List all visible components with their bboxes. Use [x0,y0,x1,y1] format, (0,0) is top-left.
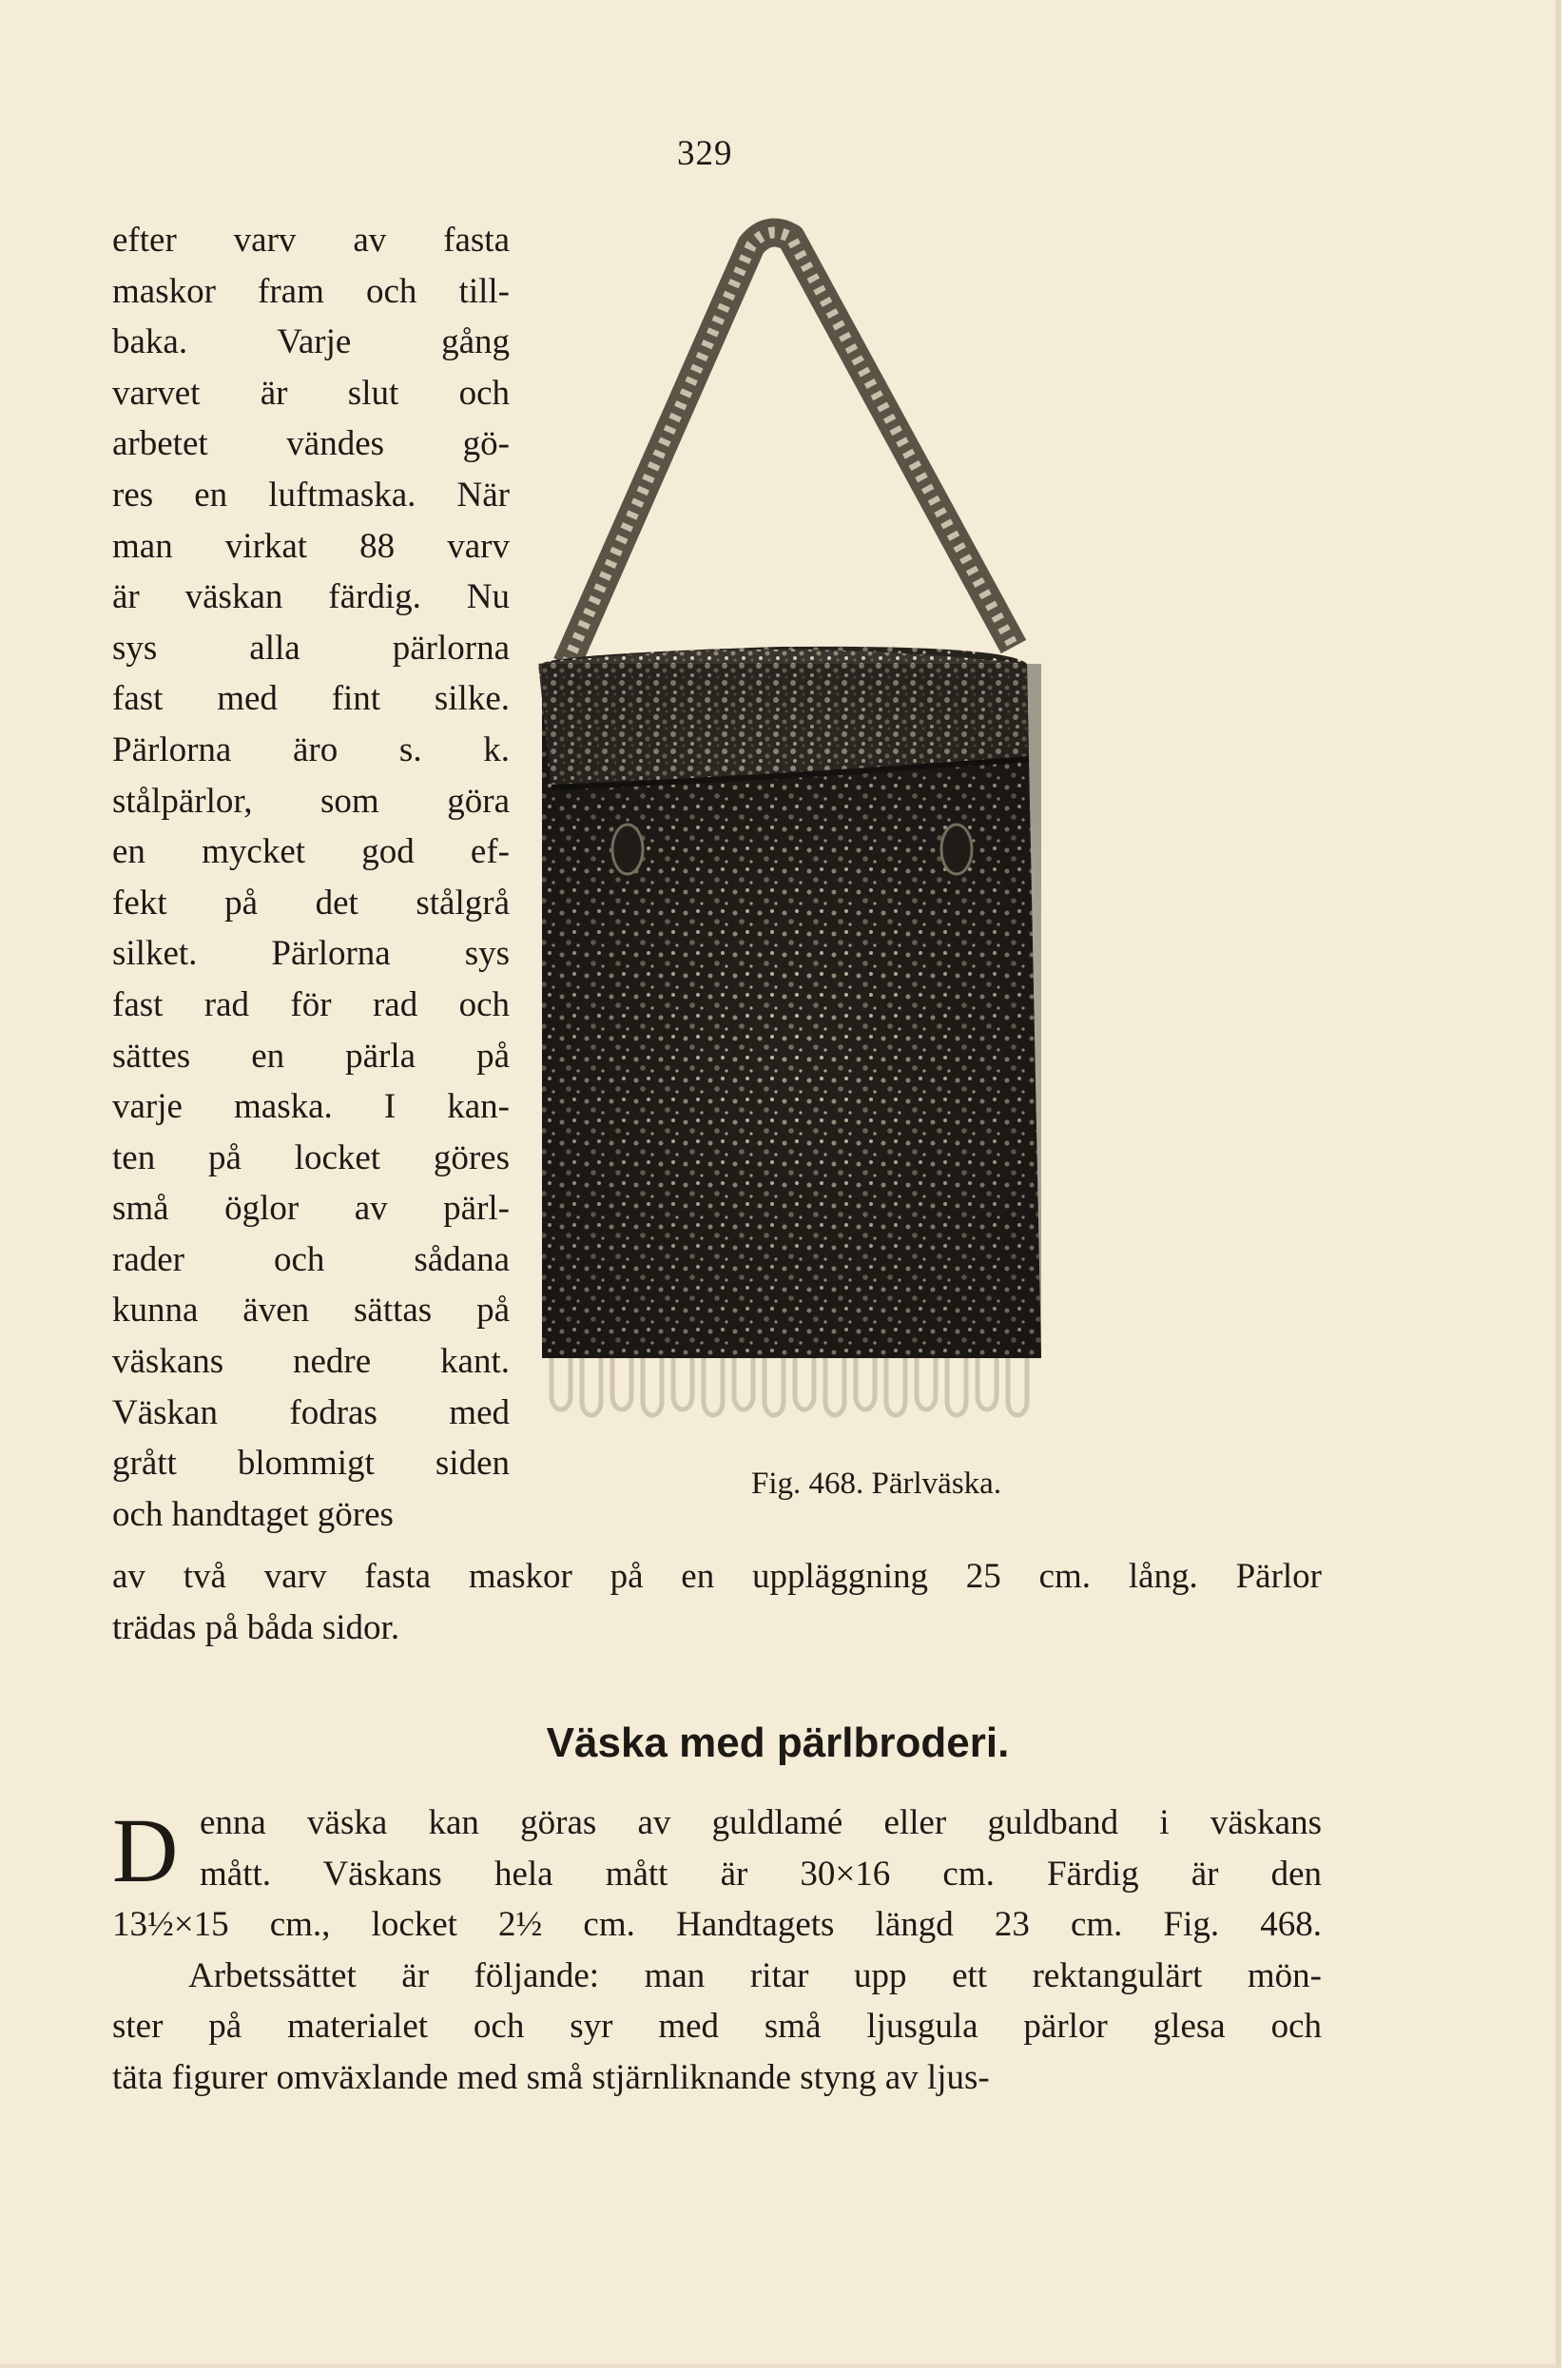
full-width-paragraph [112,1551,1322,1653]
figure-468 [532,217,1327,1463]
text-line: trädas på båda sidor. [112,1607,400,1647]
beaded-bag-illustration [532,217,1327,1463]
text-line: är väskan färdig. Nu [112,577,510,617]
figure-caption: Fig. 468. Pärlväska. [751,1467,1002,1501]
text-line: täta figurer omväxlande med små stjärnliknande styng av ljus- [112,2057,990,2097]
text-line: varvet är slut och [112,373,510,413]
text-line: res en luftmaska. När [112,475,510,515]
text-line: små öglor av pärl- [112,1189,510,1229]
wrapped-text-column [112,215,510,1540]
text-line: ster på materialet och syr med små ljusgula pärlor glesa och [112,2007,1322,2047]
text-line: sättes en pärla på [112,1036,510,1076]
section-heading: Väska med pärlbroderi. [546,1720,1010,1766]
section-body [112,1798,1322,2104]
text-line: av två varv fasta maskor på en uppläggning 25 cm. lång. Pärlor [112,1557,1322,1596]
text-line: Väskan fodras med [112,1392,510,1432]
text-line: enna väska kan göras av guldlamé eller guldband i väskans [200,1803,1322,1842]
text-line: efter varv av fasta [112,221,510,260]
text-line: väskans nedre kant. [112,1342,510,1382]
text-line: maskor fram och till- [112,271,510,311]
text-line: en mycket god ef- [112,832,510,872]
text-line: och handtaget göres [112,1494,394,1534]
text-line: 13½×15 cm., locket 2½ cm. Handtagets längd 23 cm. Fig. 468. [112,1905,1322,1945]
text-line: varje maska. I kan- [112,1087,510,1127]
text-line: fast rad för rad och [112,984,510,1024]
text-line: mått. Väskans hela mått är 30×16 cm. Färdig är den [200,1854,1322,1894]
text-line: ten på locket göres [112,1137,510,1177]
text-line: grått blommigt siden [112,1444,510,1484]
text-line: kunna även sättas på [112,1291,510,1331]
text-line: stålpärlor, som göra [112,781,510,821]
text-line: rader och sådana [112,1239,510,1279]
text-line: arbetet vändes gö- [112,424,510,464]
text-line: fast med fint silke. [112,679,510,719]
text-line: man virkat 88 varv [112,526,510,566]
text-line: sys alla pärlorna [112,628,510,668]
text-line: fekt på det stålgrå [112,883,510,923]
text-line: Pärlorna äro s. k. [112,729,510,769]
page-number: 329 [677,134,733,173]
text-line: Arbetssättet är följande: man ritar upp ett rektangulärt mön- [188,1955,1322,1995]
text-line: silket. Pärlorna sys [112,934,510,974]
text-line: baka. Varje gång [112,322,510,362]
drop-cap: D [112,1799,179,1901]
